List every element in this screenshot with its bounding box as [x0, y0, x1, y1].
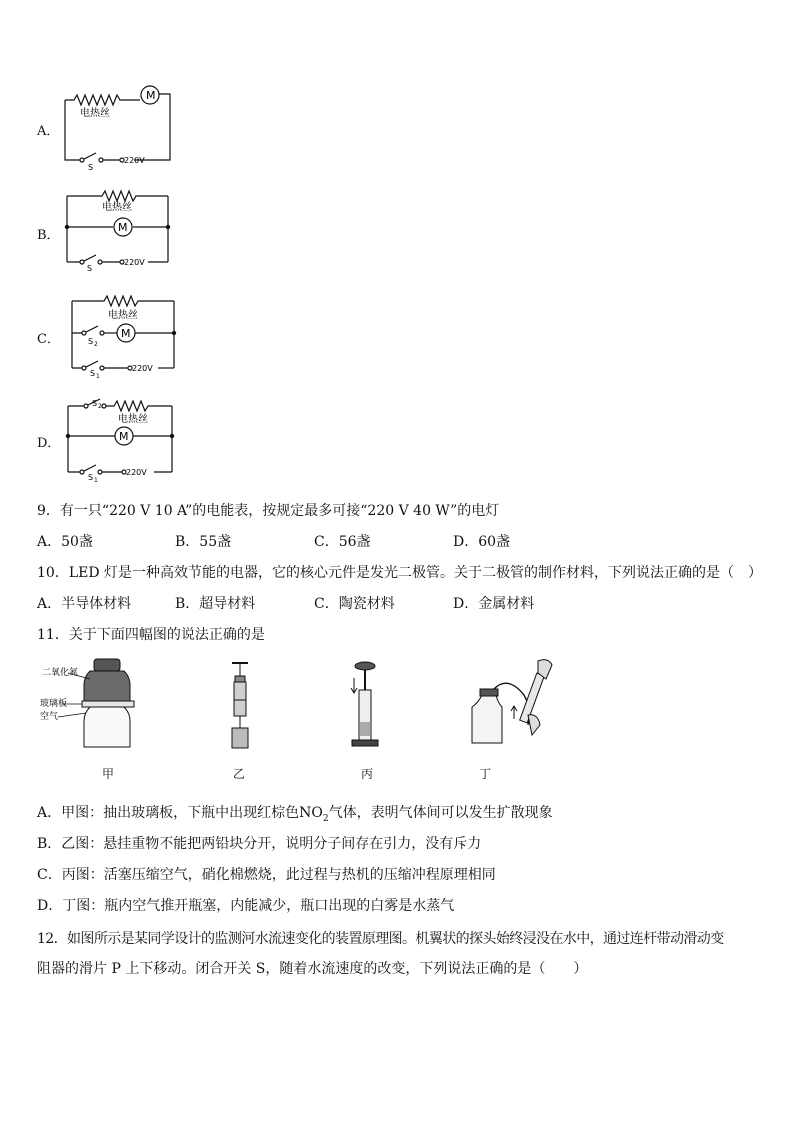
no2-label: 二氧化氮 — [42, 668, 79, 678]
option-b-label: B． — [37, 228, 60, 243]
circuit-c-diagram — [64, 293, 182, 379]
caption-jia: 甲 — [102, 767, 115, 781]
option-a-label: A． — [37, 124, 60, 139]
switch2-label: S — [92, 399, 98, 408]
motor-symbol: M — [118, 221, 128, 234]
option-d-label: D． — [37, 436, 61, 451]
switch1-label: S — [90, 369, 96, 378]
switch2-subscript: 2 — [98, 403, 102, 410]
circuit-d-diagram — [62, 396, 180, 482]
caption-bing: 丙 — [361, 767, 374, 781]
question-10-stem: 10．LED 灯是一种高效节能的电器，它的核心元件是发光二极管。关于二极管的制作材料，下列说法正确的是（ ） — [37, 565, 763, 581]
voltage-label: 220V — [126, 468, 147, 477]
motor-symbol: M — [121, 327, 131, 340]
circuit-a-diagram — [60, 82, 180, 172]
figure-bing-piston — [348, 660, 382, 752]
glass-plate-label: 玻璃板 — [40, 699, 68, 709]
heater-label: 电热丝 — [102, 202, 132, 213]
heater-label: 电热丝 — [80, 108, 110, 119]
q10-option-c: C．陶瓷材料 — [314, 596, 395, 612]
q11-option-c: C．丙图：活塞压缩空气，硝化棉燃烧，此过程与热机的压缩冲程原理相同 — [37, 867, 496, 883]
switch1-label: S — [88, 473, 94, 482]
no2-subscript: 2 — [322, 813, 329, 824]
switch2-subscript: 2 — [94, 341, 98, 348]
question-12-stem-line2: 阻器的滑片 P 上下移动。闭合开关 S，随着水流速度的改变，下列说法正确的是（ ） — [37, 961, 588, 977]
motor-symbol: M — [146, 89, 156, 102]
circuit-b-diagram — [62, 186, 177, 274]
switch1-subscript: 1 — [94, 477, 98, 482]
option-c-label: C． — [37, 332, 60, 347]
q9-option-b: B．55盏 — [175, 534, 232, 550]
no2-formula: NO — [299, 805, 323, 821]
q10-option-b: B．超导材料 — [175, 596, 256, 612]
caption-ding: 丁 — [479, 767, 492, 781]
air-label: 空气 — [40, 712, 59, 722]
switch-label: S — [87, 264, 93, 273]
switch-label: S — [88, 163, 94, 172]
q11-option-a-text-end: 气体，表明气体间可以发生扩散现象 — [328, 805, 553, 821]
voltage-label: 220V — [132, 364, 153, 373]
q11-option-a — [37, 802, 553, 824]
voltage-label: 220V — [124, 258, 145, 267]
figure-yi-lead-blocks — [225, 660, 255, 752]
q10-option-a: A．半导体材料 — [37, 596, 132, 612]
switch1-subscript: 1 — [96, 373, 100, 379]
q9-option-a: A．50盏 — [37, 534, 93, 550]
caption-yi: 乙 — [233, 767, 246, 781]
question-12-stem-line1: 12．如图所示是某同学设计的监测河水流速变化的装置原理图。机翼状的探头始终浸没在水中，通过连杆带动滑动变 — [37, 931, 724, 947]
q11-option-d: D．丁图：瓶内空气推开瓶塞，内能减少，瓶口出现的白雾是水蒸气 — [37, 898, 455, 914]
q11-option-a-text: A．甲图：抽出玻璃板，下瓶中出现红棕色 — [37, 805, 300, 821]
question-9-stem: 9．有一只“220 V 10 A”的电能表，按规定最多可接“220 V 40 W”的电灯 — [37, 503, 500, 519]
heater-label: 电热丝 — [108, 310, 138, 321]
figure-ding-bottle-pump — [468, 655, 560, 751]
voltage-label: 220V — [124, 156, 145, 165]
q9-option-c: C．56盏 — [314, 534, 371, 550]
q10-option-d: D．金属材料 — [453, 596, 535, 612]
motor-symbol: M — [119, 430, 129, 443]
switch2-label: S — [88, 337, 94, 346]
q9-option-d: D．60盏 — [453, 534, 511, 550]
question-11-stem: 11．关于下面四幅图的说法正确的是 — [37, 627, 265, 643]
q11-option-b: B．乙图：悬挂重物不能把两铅块分开，说明分子间存在引力，没有斥力 — [37, 836, 482, 852]
figure-jia-diffusion — [38, 655, 138, 753]
heater-label: 电热丝 — [118, 414, 148, 425]
